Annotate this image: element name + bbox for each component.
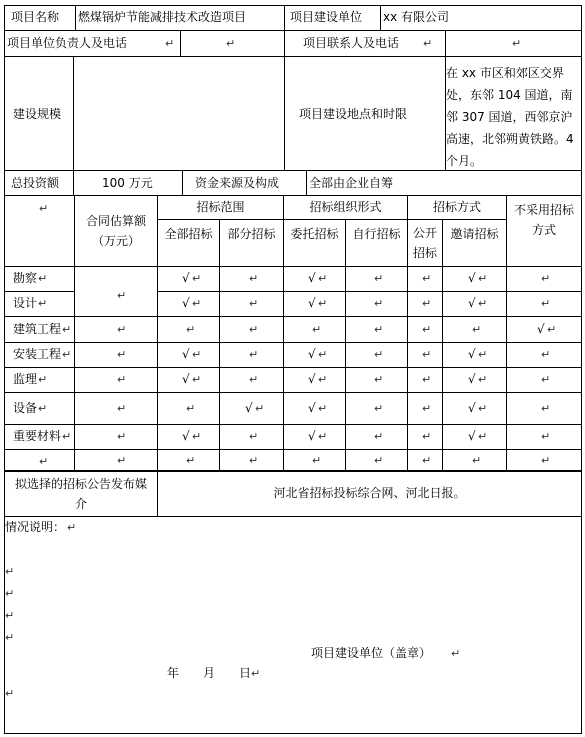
table-cell	[407, 342, 443, 368]
check-mark: √	[468, 296, 476, 310]
return-mark-icon: ↵	[249, 272, 259, 285]
table-cell	[74, 342, 158, 368]
return-mark-icon: ↵	[249, 297, 259, 310]
table-cell	[283, 449, 346, 472]
return-mark-icon: ↵	[39, 455, 49, 468]
table-cell	[345, 266, 408, 292]
check-mark: √	[468, 429, 476, 443]
return-mark-icon: ↵	[38, 373, 48, 386]
table-cell	[157, 266, 220, 292]
return-mark-icon: ↵	[38, 297, 48, 310]
check-mark: √	[468, 401, 476, 415]
return-mark-icon: ↵	[318, 402, 328, 415]
org-self-header: 自行招标	[352, 227, 401, 241]
return-mark-icon: ↵	[5, 631, 15, 644]
table-cell	[506, 367, 582, 393]
return-mark-icon: ↵	[249, 430, 259, 443]
table-cell	[506, 424, 582, 450]
scale-label: 建设规模	[13, 107, 62, 121]
table-cell	[506, 392, 582, 425]
return-mark-icon: ↵	[165, 37, 175, 50]
table-cell	[219, 266, 284, 292]
table-cell	[442, 291, 507, 317]
return-mark-icon: ↵	[318, 373, 328, 386]
return-mark-icon: ↵	[117, 348, 127, 361]
seal-label: 项目建设单位（盖章）	[311, 646, 432, 660]
table-row	[4, 449, 75, 472]
check-mark: √	[182, 347, 190, 361]
invest-value: 100 万元	[102, 176, 153, 190]
table-cell	[345, 342, 408, 368]
invest-label: 总投资额	[11, 176, 60, 190]
org-entrust-header: 委托招标	[290, 227, 339, 241]
return-mark-icon: ↵	[5, 587, 15, 600]
notes-label: 情况说明：	[5, 520, 66, 534]
return-mark-icon: ↵	[472, 323, 482, 336]
return-mark-icon: ↵	[422, 454, 432, 467]
table-cell	[74, 449, 158, 472]
return-mark-icon: ↵	[62, 348, 72, 361]
table-cell	[219, 392, 284, 425]
return-mark-icon: ↵	[192, 272, 202, 285]
table-cell	[157, 342, 220, 368]
table-cell	[157, 316, 220, 343]
table-cell	[442, 367, 507, 393]
return-mark-icon: ↵	[541, 348, 551, 361]
table-row	[4, 316, 75, 343]
org-header: 招标组织形式	[309, 200, 382, 214]
return-mark-icon: ↵	[38, 402, 48, 415]
check-mark: √	[537, 322, 545, 336]
table-cell	[506, 342, 582, 368]
project-name-label: 项目名称	[11, 10, 60, 24]
return-mark-icon: ↵	[117, 454, 127, 467]
row-label: 重要材料	[13, 429, 62, 443]
return-mark-icon: ↵	[192, 430, 202, 443]
row-label: 监理	[13, 372, 38, 386]
method-header: 招标方式	[432, 200, 481, 214]
return-mark-icon: ↵	[541, 430, 551, 443]
no-bid-header: 不采用招标方式	[513, 203, 574, 237]
return-mark-icon: ↵	[318, 272, 328, 285]
table-cell	[407, 266, 443, 292]
return-mark-icon: ↵	[5, 609, 15, 622]
table-cell	[506, 316, 582, 343]
media-value: 河北省招标投标综合网、河北日报。	[273, 486, 466, 500]
table-cell	[283, 424, 346, 450]
table-cell	[157, 449, 220, 472]
project-name-value: 燃煤锅炉节能减排技术改造项目	[78, 10, 247, 24]
check-mark: √	[468, 347, 476, 361]
return-mark-icon: ↵	[62, 430, 72, 443]
table-cell	[506, 291, 582, 317]
table-cell	[157, 424, 220, 450]
table-cell	[219, 291, 284, 317]
return-mark-icon: ↵	[117, 373, 127, 386]
table-row	[4, 424, 75, 450]
site-label: 项目建设地点和时限	[299, 107, 408, 121]
return-mark-icon: ↵	[318, 430, 328, 443]
return-mark-icon: ↵	[422, 272, 432, 285]
return-mark-icon: ↵	[512, 37, 522, 50]
table-row	[4, 266, 75, 292]
check-mark: √	[308, 347, 316, 361]
return-mark-icon: ↵	[422, 373, 432, 386]
table-cell	[157, 392, 220, 425]
table-cell	[442, 424, 507, 450]
return-mark-icon: ↵	[422, 297, 432, 310]
return-mark-icon: ↵	[478, 297, 488, 310]
return-mark-icon: ↵	[251, 667, 261, 680]
return-mark-icon: ↵	[423, 37, 433, 50]
table-cell	[506, 449, 582, 472]
contact-label: 项目单位负责人及电话	[7, 36, 128, 50]
table-cell	[407, 424, 443, 450]
row-label: 安装工程	[13, 347, 62, 361]
check-mark: √	[468, 372, 476, 386]
method-open-header: 公开招标	[412, 226, 437, 260]
return-mark-icon: ↵	[374, 323, 384, 336]
table-cell	[74, 266, 158, 317]
return-mark-icon: ↵	[422, 348, 432, 361]
return-mark-icon: ↵	[374, 373, 384, 386]
return-mark-icon: ↵	[478, 402, 488, 415]
table-cell	[442, 449, 507, 472]
return-mark-icon: ↵	[541, 297, 551, 310]
scope-part-header: 部分招标	[227, 227, 276, 241]
table-cell	[219, 316, 284, 343]
table-cell	[283, 392, 346, 425]
return-mark-icon: ↵	[318, 348, 328, 361]
return-mark-icon: ↵	[249, 454, 259, 467]
table-cell	[345, 316, 408, 343]
check-mark: √	[308, 271, 316, 285]
table-cell	[283, 291, 346, 317]
table-cell	[219, 367, 284, 393]
table-cell	[442, 266, 507, 292]
return-mark-icon: ↵	[478, 272, 488, 285]
table-cell	[407, 316, 443, 343]
table-cell	[345, 424, 408, 450]
return-mark-icon: ↵	[318, 297, 328, 310]
check-mark: √	[308, 401, 316, 415]
return-mark-icon: ↵	[422, 402, 432, 415]
return-mark-icon: ↵	[5, 687, 15, 700]
return-mark-icon: ↵	[249, 348, 259, 361]
table-cell	[345, 449, 408, 472]
table-cell	[74, 316, 158, 343]
media-label: 拟选择的招标公告发布媒介	[14, 476, 147, 511]
build-unit-value: xx 有限公司	[383, 10, 450, 24]
check-mark: √	[308, 372, 316, 386]
method-invite-header: 邀请招标	[450, 227, 499, 241]
return-mark-icon: ↵	[186, 402, 196, 415]
site-value: 在 xx 市区和郊区交界处，东邻 104 国道，南邻 307 国道，西邻京沪高速，北邻朔黄铁路。4 个月。	[446, 66, 574, 168]
check-mark: √	[245, 401, 253, 415]
table-cell	[506, 266, 582, 292]
return-mark-icon: ↵	[255, 402, 265, 415]
return-mark-icon: ↵	[541, 373, 551, 386]
table-cell	[157, 291, 220, 317]
return-mark-icon: ↵	[422, 430, 432, 443]
return-mark-icon: ↵	[422, 323, 432, 336]
table-cell	[283, 367, 346, 393]
table-row	[4, 342, 75, 368]
table-cell	[345, 392, 408, 425]
return-mark-icon: ↵	[374, 297, 384, 310]
return-mark-icon: ↵	[226, 37, 236, 50]
return-mark-icon: ↵	[451, 647, 461, 660]
table-row	[4, 367, 75, 393]
return-mark-icon: ↵	[5, 565, 15, 578]
table-cell	[219, 449, 284, 472]
check-mark: √	[308, 429, 316, 443]
table-cell	[74, 367, 158, 393]
return-mark-icon: ↵	[38, 272, 48, 285]
scope-all-header: 全部招标	[164, 227, 213, 241]
row-label: 建筑工程	[13, 322, 62, 336]
table-cell	[74, 392, 158, 425]
table-cell	[407, 367, 443, 393]
return-mark-icon: ↵	[478, 373, 488, 386]
table-cell	[442, 316, 507, 343]
table-cell	[345, 291, 408, 317]
table-cell	[407, 449, 443, 472]
return-mark-icon: ↵	[547, 323, 557, 336]
estimate-header: 合同估算额（万元）	[85, 214, 146, 248]
check-mark: √	[182, 271, 190, 285]
table-cell	[283, 316, 346, 343]
table-cell	[407, 291, 443, 317]
table-cell	[283, 266, 346, 292]
build-unit-label: 项目建设单位	[290, 10, 363, 24]
return-mark-icon: ↵	[478, 430, 488, 443]
table-cell	[442, 342, 507, 368]
return-mark-icon: ↵	[117, 323, 127, 336]
check-mark: √	[182, 372, 190, 386]
table-cell	[219, 424, 284, 450]
table-row	[4, 291, 75, 317]
return-mark-icon: ↵	[541, 272, 551, 285]
return-mark-icon: ↵	[186, 323, 196, 336]
return-mark-icon: ↵	[249, 323, 259, 336]
return-mark-icon: ↵	[39, 202, 49, 215]
return-mark-icon: ↵	[478, 348, 488, 361]
check-mark: √	[468, 271, 476, 285]
return-mark-icon: ↵	[312, 323, 322, 336]
return-mark-icon: ↵	[192, 373, 202, 386]
fund-label: 资金来源及构成	[195, 176, 280, 190]
table-cell	[442, 392, 507, 425]
scope-header: 招标范围	[196, 200, 245, 214]
check-mark: √	[308, 296, 316, 310]
return-mark-icon: ↵	[186, 454, 196, 467]
table-cell	[219, 342, 284, 368]
return-mark-icon: ↵	[192, 348, 202, 361]
return-mark-icon: ↵	[117, 402, 127, 415]
return-mark-icon: ↵	[67, 521, 77, 534]
return-mark-icon: ↵	[374, 454, 384, 467]
return-mark-icon: ↵	[374, 272, 384, 285]
table-cell	[283, 342, 346, 368]
row-label: 设备	[13, 401, 38, 415]
return-mark-icon: ↵	[117, 430, 127, 443]
liaison-label: 项目联系人及电话	[303, 36, 400, 50]
return-mark-icon: ↵	[541, 454, 551, 467]
return-mark-icon: ↵	[374, 402, 384, 415]
return-mark-icon: ↵	[374, 430, 384, 443]
return-mark-icon: ↵	[374, 348, 384, 361]
return-mark-icon: ↵	[541, 402, 551, 415]
return-mark-icon: ↵	[472, 454, 482, 467]
return-mark-icon: ↵	[249, 373, 259, 386]
return-mark-icon: ↵	[312, 454, 322, 467]
return-mark-icon: ↵	[117, 289, 127, 302]
date-label: 年 月 日	[167, 666, 252, 680]
row-label: 设计	[13, 296, 38, 310]
return-mark-icon: ↵	[62, 323, 72, 336]
check-mark: √	[182, 296, 190, 310]
table-cell	[407, 392, 443, 425]
check-mark: √	[182, 429, 190, 443]
fund-value: 全部由企业自筹	[309, 176, 394, 190]
table-cell	[345, 367, 408, 393]
row-label: 勘察	[13, 271, 38, 285]
table-cell	[157, 367, 220, 393]
table-cell	[74, 424, 158, 450]
table-row	[4, 392, 75, 425]
return-mark-icon: ↵	[192, 297, 202, 310]
